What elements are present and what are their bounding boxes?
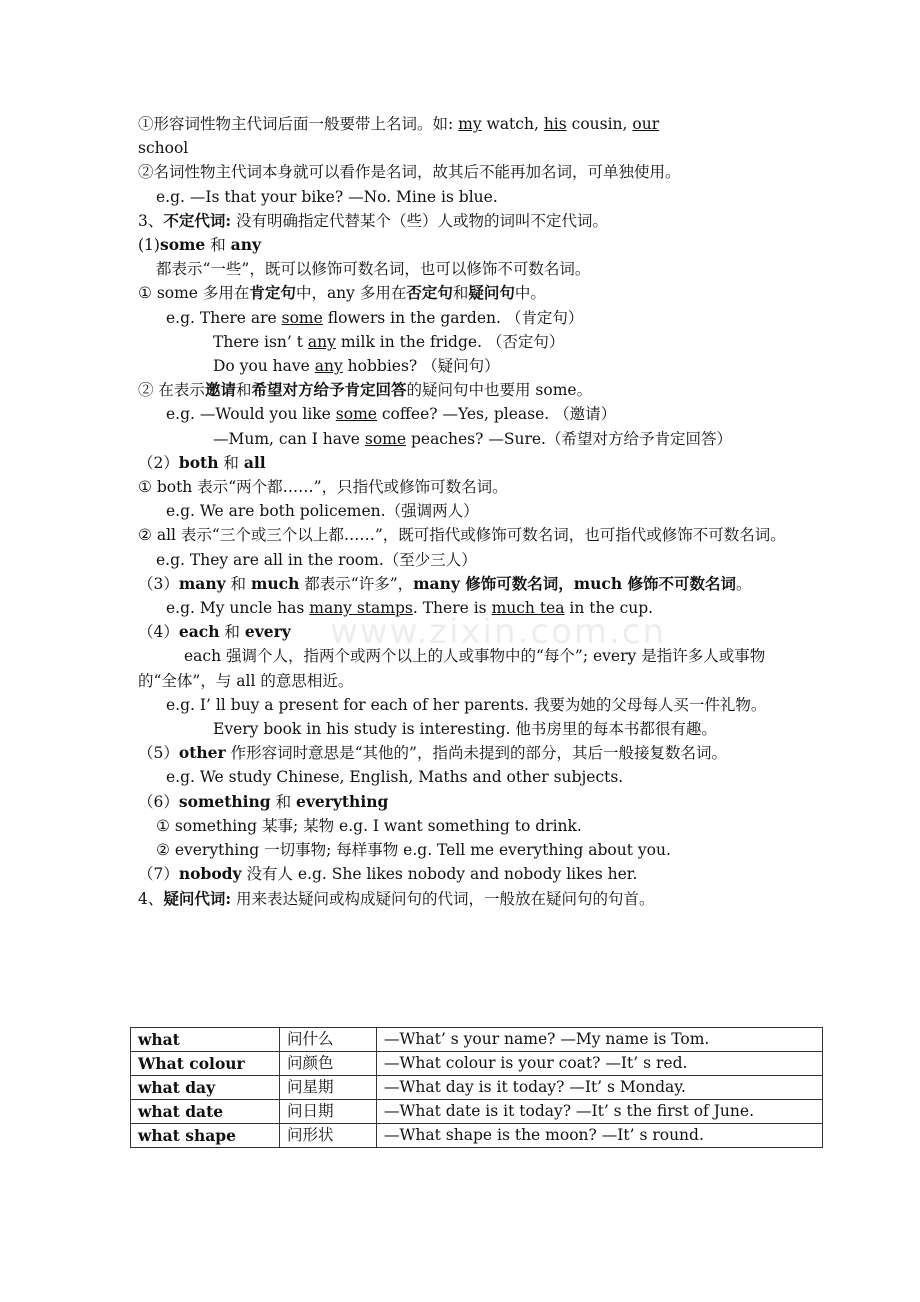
table-cell-example: —What day is it today? —It’ s Monday. bbox=[377, 1076, 823, 1100]
example-any-hobbies: Do you have any hobbies? （疑问句） bbox=[213, 357, 500, 376]
subheading-both-all: （2）both 和 all bbox=[138, 452, 266, 472]
table-cell-word: what day bbox=[131, 1076, 280, 1100]
example-all: e.g. They are all in the room.（至少三人） bbox=[156, 550, 477, 569]
line-possessive-noun: ②名词性物主代词本身就可以看作是名词，故其后不能再加名词，可单独使用。 bbox=[138, 163, 681, 182]
example-every: Every book in his study is interesting. 他书房里的每本书都很有趣。 bbox=[213, 720, 717, 739]
heading-interrogative: 4、疑问代词: 用来表达疑问或构成疑问句的代词，一般放在疑问句的句首。 bbox=[138, 888, 655, 908]
watermark: www.zixin.com.cn bbox=[330, 612, 666, 652]
example-some-coffee: e.g. —Would you like some coffee? —Yes, please. （邀请） bbox=[166, 405, 617, 424]
example-each: e.g. I’ ll buy a present for each of her parents. 我要为她的父母每人买一件礼物。 bbox=[166, 695, 767, 714]
rule-some-invitation: ② 在表示邀请和希望对方给予肯定回答的疑问句中也要用 some。 bbox=[138, 380, 593, 400]
interrogative-table bbox=[130, 1027, 823, 1148]
rule-both: ① both 表示“两个都……”，只指代或修饰可数名词。 bbox=[138, 478, 508, 497]
example-mine: e.g. —Is that your bike? —No. Mine is blue. bbox=[156, 187, 498, 206]
table-cell-meaning: 问颜色 bbox=[280, 1052, 377, 1076]
table-cell-word: what bbox=[131, 1028, 280, 1052]
table-cell-example: —What shape is the moon? —It’ s round. bbox=[377, 1124, 823, 1148]
rule-everything: ② everything 一切事物; 每样事物 e.g. Tell me everything about you. bbox=[156, 841, 671, 860]
example-other: e.g. We study Chinese, English, Maths and other subjects. bbox=[166, 768, 624, 787]
line-possessive-adj: ①形容词性物主代词后面一般要带上名词。如: my watch, his cousin, our bbox=[138, 115, 660, 133]
table-cell-meaning: 问什么 bbox=[280, 1028, 377, 1052]
table-row bbox=[131, 1100, 823, 1124]
table-row bbox=[131, 1124, 823, 1148]
heading-indefinite: 3、不定代词: 没有明确指定代替某个（些）人或物的词叫不定代词。 bbox=[138, 210, 609, 230]
rule-each-every: each 强调个人，指两个或两个以上的人或事物中的“每个”; every 是指许多人或事物的“全体”，与 all 的意思相近。 bbox=[138, 647, 766, 690]
table-cell-example: —What colour is your coat? —It’ s red. bbox=[377, 1052, 823, 1076]
table-cell-meaning: 问形状 bbox=[280, 1124, 377, 1148]
rule-nobody: （7）nobody 没有人 e.g. She likes nobody and nobody likes her. bbox=[138, 864, 638, 884]
subheading-some-any: (1)some 和 any bbox=[138, 235, 261, 255]
example-both: e.g. We are both policemen.（强调两人） bbox=[166, 502, 479, 521]
rule-something: ① something 某事; 某物 e.g. I want something to drink. bbox=[156, 816, 582, 835]
example-some-peaches: —Mum, can I have some peaches? —Sure.（希望对方给予肯定回答） bbox=[213, 429, 732, 448]
table-row bbox=[131, 1052, 823, 1076]
rule-some-any: ① some 多用在肯定句中，any 多用在否定句和疑问句中。 bbox=[138, 283, 546, 303]
example-some-flowers: e.g. There are some flowers in the garden. （肯定句） bbox=[166, 308, 584, 327]
rule-all: ② all 表示“三个或三个以上都……”，既可指代或修饰可数名词，也可指代或修饰不可数名词。 bbox=[138, 526, 786, 545]
table-cell-word: what shape bbox=[131, 1124, 280, 1148]
table-cell-example: —What’ s your name? —My name is Tom. bbox=[377, 1028, 823, 1052]
table-cell-example: —What date is it today? —It’ s the first of June. bbox=[377, 1100, 823, 1124]
line-both-mean-some: 都表示“一些”，既可以修饰可数名词，也可以修饰不可数名词。 bbox=[156, 260, 591, 279]
table-row bbox=[131, 1076, 823, 1100]
table-cell-meaning: 问星期 bbox=[280, 1076, 377, 1100]
example-many-much: e.g. My uncle has many stamps. There is much tea in the cup. bbox=[166, 599, 654, 618]
table-cell-word: What colour bbox=[131, 1052, 280, 1076]
subheading-something-everything: （6）something 和 everything bbox=[138, 791, 389, 811]
table-cell-word: what date bbox=[131, 1100, 280, 1124]
document-body bbox=[138, 112, 788, 911]
table-cell-meaning: 问日期 bbox=[280, 1100, 377, 1124]
line-school: school bbox=[138, 139, 189, 158]
subheading-each-every: （4）each 和 every bbox=[138, 622, 291, 642]
example-any-milk: There isn’ t any milk in the fridge. （否定句） bbox=[213, 332, 565, 351]
subheading-many-much: （3）many 和 much 都表示“许多”，many 修饰可数名词，much 修饰不可数名词。 bbox=[138, 573, 752, 593]
table-row bbox=[131, 1028, 823, 1052]
rule-other: （5）other 作形容词时意思是“其他的”，指尚未提到的部分，其后一般接复数名词。 bbox=[138, 743, 727, 763]
